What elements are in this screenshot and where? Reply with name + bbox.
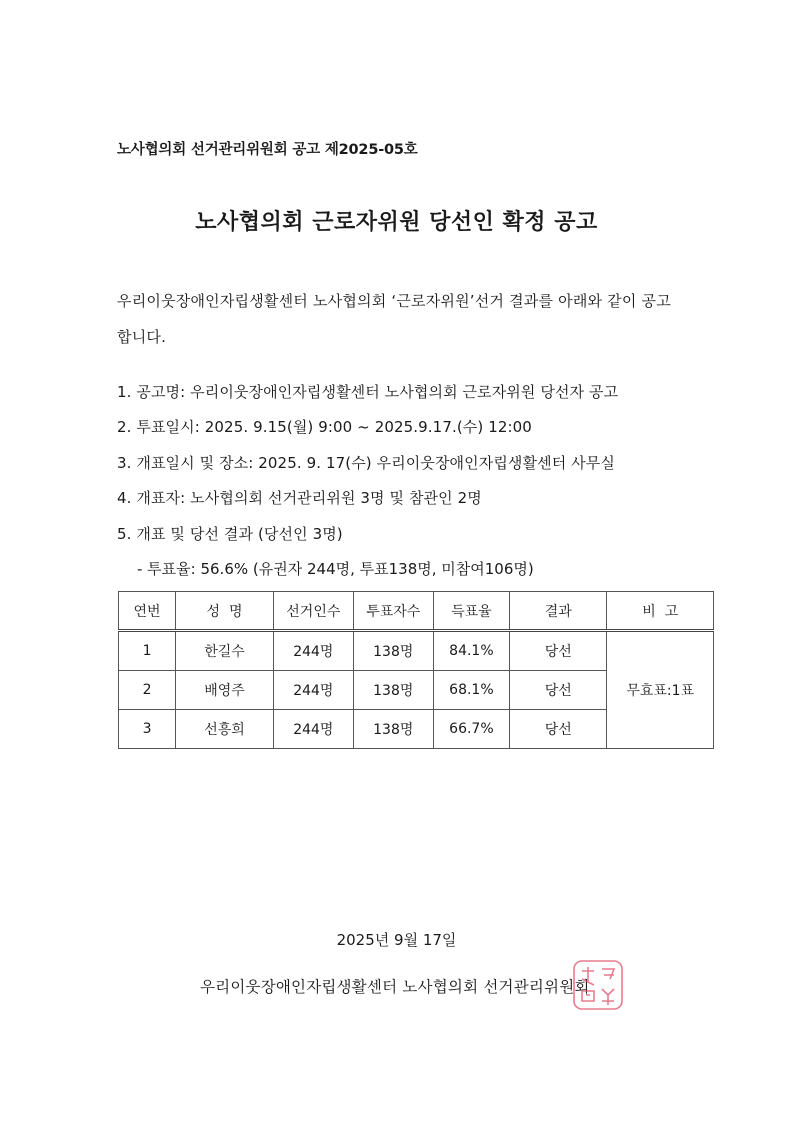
cell-voters: 138명 — [353, 671, 433, 710]
cell-result: 당선 — [510, 631, 607, 671]
item-counting-place: 3. 개표일시 및 장소: 2025. 9. 17(수) 우리이웃장애인자립생활센터 사무실 — [117, 454, 615, 472]
header-result: 결과 — [510, 592, 607, 631]
item-counters: 4. 개표자: 노사협의회 선거관리위원 3명 및 참관인 2명 — [117, 489, 482, 507]
cell-name: 선흥희 — [176, 710, 274, 749]
cell-no: 1 — [119, 631, 176, 671]
notice-number: 노사협의회 선거관리위원회 공고 제2025-05호 — [117, 142, 418, 158]
table-header-row — [119, 592, 714, 631]
intro-paragraph: 우리이웃장애인자립생활센터 노사협의회 ‘근로자위원’선거 결과를 아래와 같이 공고합니다. — [117, 292, 671, 346]
cell-vote-rate: 66.7% — [433, 710, 509, 749]
document-date: 2025년 9월 17일 — [336, 931, 457, 949]
header-voters: 투표자수 — [353, 592, 433, 631]
header-electorate: 선거인수 — [273, 592, 353, 631]
header-name: 성 명 — [176, 592, 274, 631]
header-no: 연번 — [119, 592, 176, 631]
results-table — [118, 591, 714, 749]
item-voting-period: 2. 투표일시: 2025. 9.15(월) 9:00 ~ 2025.9.17.(수) 12:00 — [117, 418, 532, 436]
turnout-line: - 투표율: 56.6% (유권자 244명, 투표138명, 미참여106명) — [137, 560, 534, 578]
item-results-heading: 5. 개표 및 당선 결과 (당선인 3명) — [117, 525, 343, 543]
cell-vote-rate: 84.1% — [433, 631, 509, 671]
cell-result: 당선 — [510, 710, 607, 749]
cell-note: 무효표:1표 — [607, 631, 714, 749]
official-seal-icon — [568, 955, 628, 1015]
cell-name: 배영주 — [176, 671, 274, 710]
cell-voters: 138명 — [353, 710, 433, 749]
cell-no: 2 — [119, 671, 176, 710]
document-title: 노사협의회 근로자위원 당선인 확정 공고 — [195, 210, 598, 235]
cell-voters: 138명 — [353, 631, 433, 671]
table-row — [119, 631, 714, 671]
header-vote-rate: 득표율 — [433, 592, 509, 631]
cell-no: 3 — [119, 710, 176, 749]
signer-name: 우리이웃장애인자립생활센터 노사협의회 선거관리위원회 — [200, 978, 590, 996]
cell-electorate: 244명 — [273, 631, 353, 671]
cell-name: 한길수 — [176, 631, 274, 671]
item-notice-name: 1. 공고명: 우리이웃장애인자립생활센터 노사협의회 근로자위원 당선자 공고 — [117, 383, 619, 401]
cell-electorate: 244명 — [273, 710, 353, 749]
cell-electorate: 244명 — [273, 671, 353, 710]
cell-result: 당선 — [510, 671, 607, 710]
header-note: 비 고 — [607, 592, 714, 631]
cell-vote-rate: 68.1% — [433, 671, 509, 710]
